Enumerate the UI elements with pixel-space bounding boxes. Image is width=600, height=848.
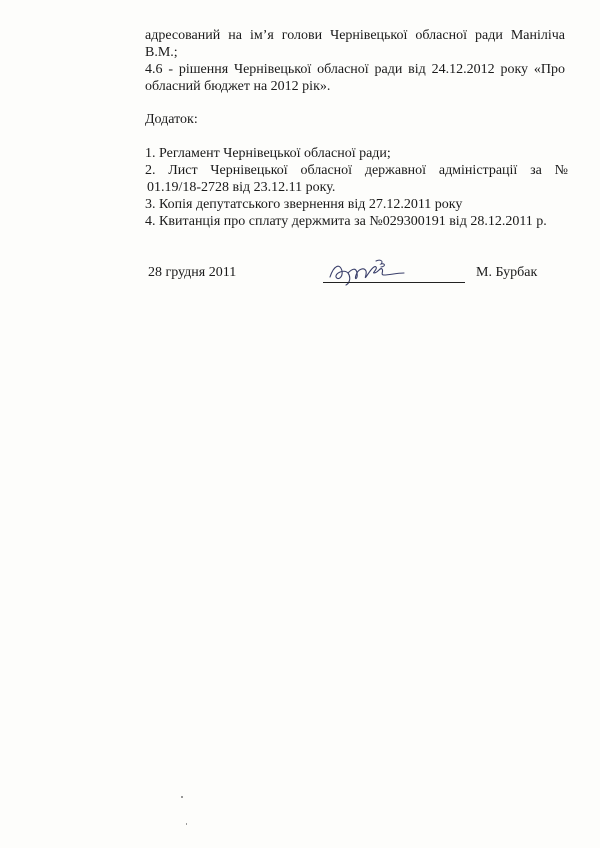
signature-row [148, 265, 568, 295]
annex-item-1: 1. Регламент Чернівецької обласної ради; [145, 146, 391, 161]
annex-item-4: 4. Квитанція про сплату держмита за №029300191 від 28.12.2011 р. [145, 214, 547, 229]
continuation-line-1: адресований на ім’я голови Чернівецької обласної ради Маніліча [145, 28, 565, 43]
signature-date: 28 грудня 2011 [148, 265, 237, 280]
annex-list [145, 145, 568, 230]
scan-speck [186, 823, 187, 825]
annex-item-2-line-2: 01.19/18-2728 від 23.12.11 року. [147, 180, 336, 195]
point-4-6-paragraph [145, 61, 565, 95]
annex-item-3: 3. Копія депутатського звернення від 27.12.2011 року [145, 197, 463, 212]
continuation-line-2: В.М.; [145, 45, 178, 60]
handwritten-signature [326, 257, 406, 289]
annex-item-2-line-1: 2. Лист Чернівецької обласної державної адміністрації за № [145, 163, 568, 178]
signature-line [323, 282, 465, 283]
point-4-6-line-2: обласний бюджет на 2012 рік». [145, 79, 331, 94]
signatory-name: М. Бурбак [476, 265, 538, 280]
continuation-paragraph [145, 27, 565, 61]
scan-speck [181, 796, 183, 798]
annex-heading: Додаток: [145, 112, 198, 127]
point-4-6-line-1: 4.6 - рішення Чернівецької обласної ради від 24.12.2012 року «Про [145, 62, 565, 77]
